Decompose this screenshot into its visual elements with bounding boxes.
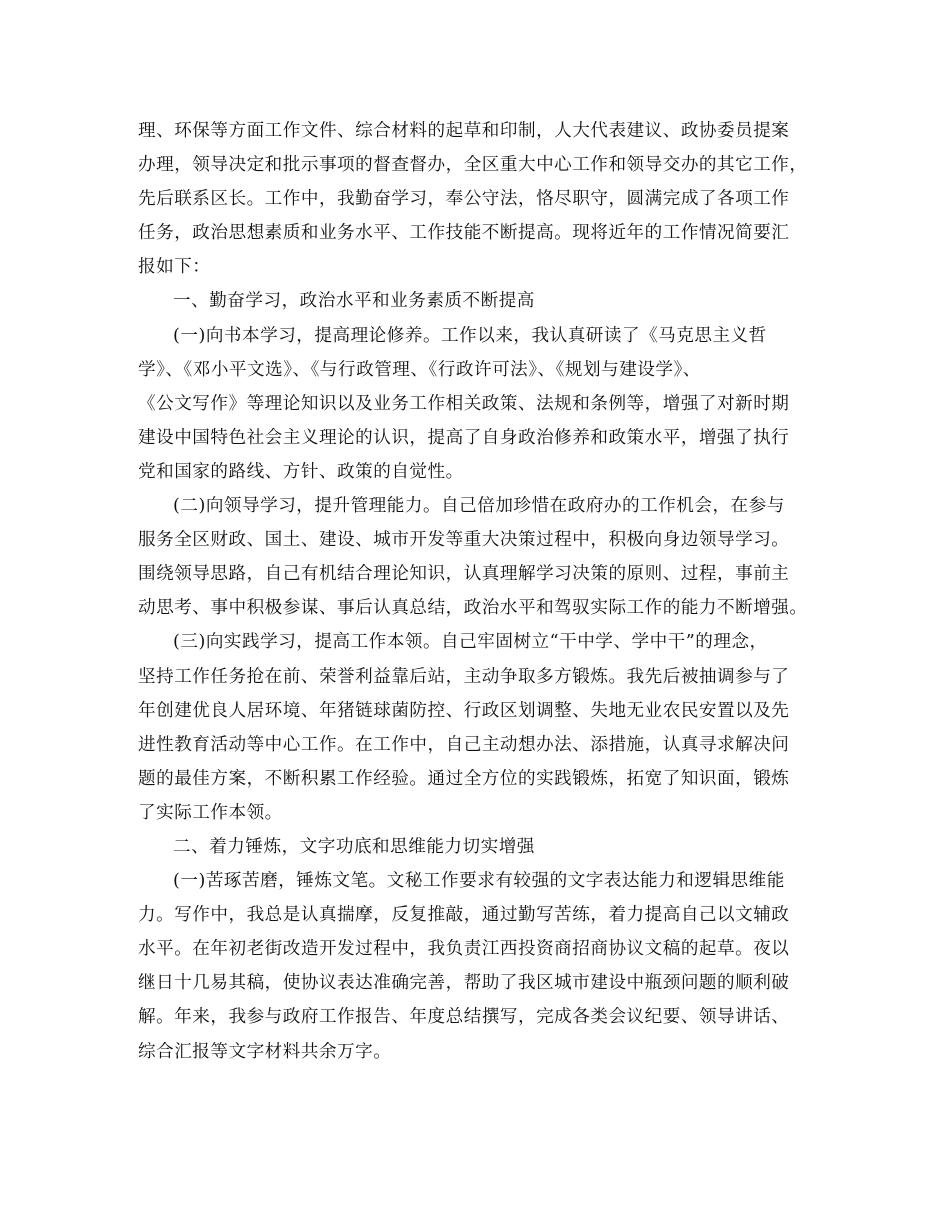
text-line: 坚持工作任务抢在前、荣誉利益靠后站，主动争取多方锻炼。我先后被抽调参与了	[138, 666, 790, 687]
text-line: 建设中国特色社会主义理论的认识，提高了自身政治修养和政策水平，增强了执行	[138, 427, 790, 448]
paragraph-first-line: (三)向实践学习，提高工作本领。自己牢固树立“干中学、学中干”的理念，	[173, 632, 768, 653]
text-line: 任务，政治思想素质和业务水平、工作技能不断提高。现将近年的工作情况简要汇	[138, 223, 790, 244]
text-line: 党和国家的路线、方针、政策的自觉性。	[138, 461, 464, 482]
text-line: 进性教育活动等中心工作。在工作中，自己主动想办法、添措施，认真寻求解决问	[138, 734, 790, 755]
text-line: 先后联系区长。工作中，我勤奋学习，奉公守法，恪尽职守，圆满完成了各项工作	[138, 189, 790, 210]
document-body	[138, 114, 818, 1069]
paragraph-first-line: (二)向领导学习，提升管理能力。自己倍加珍惜在政府办的工作机会，在参与	[173, 496, 785, 517]
text-line: 力。写作中，我总是认真揣摩，反复推敲，通过勤写苦练，着力提高自己以文辅政	[138, 905, 790, 926]
text-line: 解。年来，我参与政府工作报告、年度总结撰写，完成各类会议纪要、领导讲话、	[138, 1007, 790, 1028]
section-heading: 一、勤奋学习，政治水平和业务素质不断提高	[173, 291, 535, 312]
paragraph-first-line: (一)向书本学习，提高理论修养。工作以来，我认真研读了《马克思主义哲	[173, 325, 767, 346]
text-line: 围绕领导思路，自己有机结合理论知识，认真理解学习决策的原则、过程，事前主	[138, 564, 790, 585]
text-line: 水平。在年初老街改造开发过程中，我负责江西投资商招商协议文稿的起草。夜以	[138, 939, 790, 960]
text-line: 题的最佳方案，不断积累工作经验。通过全方位的实践锻炼，拓宽了知识面，锻炼	[138, 768, 790, 789]
text-line: 办理，领导决定和批示事项的督查督办，全区重大中心工作和领导交办的其它工作，	[138, 155, 808, 176]
section-heading: 二、着力锤炼，文字功底和思维能力切实增强	[173, 836, 535, 857]
text-line: 报如下：	[138, 257, 211, 278]
text-line: 服务全区财政、国土、建设、城市开发等重大决策过程中，积极向身边领导学习。	[138, 530, 790, 551]
paragraph-first-line: (一)苦琢苦磨，锤炼文笔。文秘工作要求有较强的文字表达能力和逻辑思维能	[173, 871, 785, 892]
text-line: 学》、《邓小平文选》、《与行政管理、《行政许可法》、《规划与建设学》、	[138, 359, 701, 380]
text-line: 《公文写作》等理论知识以及业务工作相关政策、法规和条例等，增强了对新时期	[138, 393, 790, 414]
text-line: 了实际工作本领。	[138, 802, 283, 823]
text-line: 动思考、事中积极参谋、事后认真总结，政治水平和驾驭实际工作的能力不断增强。	[138, 598, 808, 619]
text-line: 年创建优良人居环境、年猪链球菌防控、行政区划调整、失地无业农民安置以及先	[138, 700, 790, 721]
text-line: 继日十几易其稿，使协议表达准确完善，帮助了我区城市建设中瓶颈问题的顺利破	[138, 973, 790, 994]
text-line: 理、环保等方面工作文件、综合材料的起草和印制，人大代表建议、政协委员提案	[138, 121, 790, 141]
text-line: 综合汇报等文字材料共余万字。	[138, 1041, 392, 1062]
